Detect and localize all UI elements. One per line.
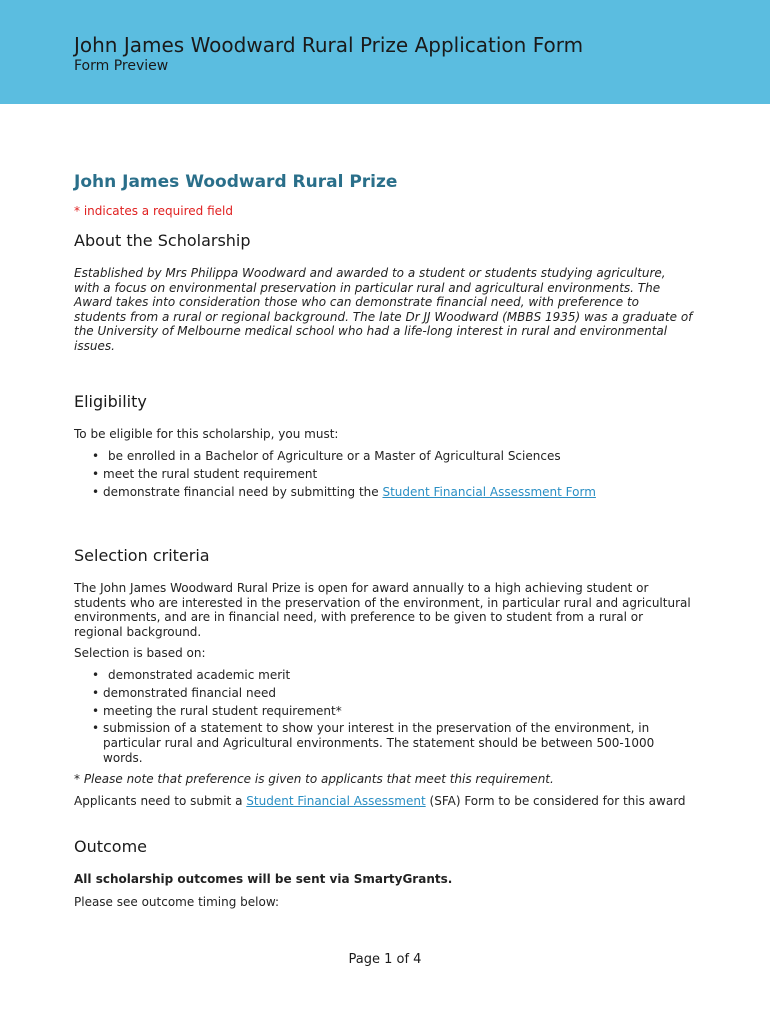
selection-heading: Selection criteria (74, 546, 210, 566)
list-item: • meet the rural student requirement (92, 465, 694, 483)
selection-text: The John James Woodward Rural Prize is open for award annually to a high achieving student or students who are interested in the preservation of the environment, in particular rural and agricultural environments, and are in financial need, with preference to be given to student from a rural or regional background. (74, 581, 691, 639)
list-item: • demonstrated academic merit (92, 666, 694, 684)
page-number: Page 1 of 4 (348, 952, 422, 967)
about-text: Established by Mrs Philippa Woodward and awarded to a student or students studying agriculture, with a focus on environmental preservation in particular rural and agricultural environments. The Award takes into consideration those who can demonstrate financial need, with preference to students from a rural or regional background. The late Dr JJ Woodward (MBBS 1935) was a graduate of the University of Melbourne medical school who had a life-long interest in rural and environmental issues. (74, 266, 693, 353)
applicants-text-post: (SFA) Form to be considered for this award (425, 793, 686, 808)
required-field-note: * indicates a required field (74, 204, 233, 218)
form-title: John James Woodward Rural Prize (74, 172, 398, 192)
preference-note: * Please note that preference is given to applicants that meet this requirement. (74, 772, 554, 787)
header-banner (0, 0, 770, 104)
selection-based-on: Selection is based on: (74, 645, 206, 660)
list-item (92, 483, 694, 501)
outcome-timing-text: Please see outcome timing below: (74, 894, 280, 909)
list-item-text: demonstrate financial need by submitting the (103, 485, 383, 500)
eligibility-intro: To be eligible for this scholarship, you must: (74, 426, 339, 441)
applicants-text-pre: Applicants need to submit a (74, 793, 247, 808)
outcome-heading: Outcome (74, 837, 148, 857)
eligibility-heading: Eligibility (74, 391, 147, 411)
sfa-form-link[interactable]: Student Financial Assessment Form (382, 485, 596, 500)
list-item: • submission of a statement to show your interest in the preservation of the environment, in particular rural and Agricultural environments. The statement should be between 500-1000 words. (92, 721, 694, 766)
selection-list (74, 666, 694, 766)
list-item: • demonstrated financial need (92, 684, 694, 702)
page-title: John James Woodward Rural Prize Application Form (74, 33, 584, 57)
applicants-text (74, 794, 694, 809)
sfa-link[interactable]: Student Financial Assessment (246, 793, 426, 808)
eligibility-list (74, 447, 694, 501)
about-heading: About the Scholarship (74, 231, 251, 250)
list-item: • meeting the rural student requirement* (92, 702, 694, 720)
list-item: • be enrolled in a Bachelor of Agriculture or a Master of Agricultural Sciences (92, 447, 694, 465)
form-content (74, 170, 694, 910)
page-subtitle: Form Preview (74, 58, 169, 74)
outcome-bold-text: All scholarship outcomes will be sent via SmartyGrants. (74, 872, 453, 887)
